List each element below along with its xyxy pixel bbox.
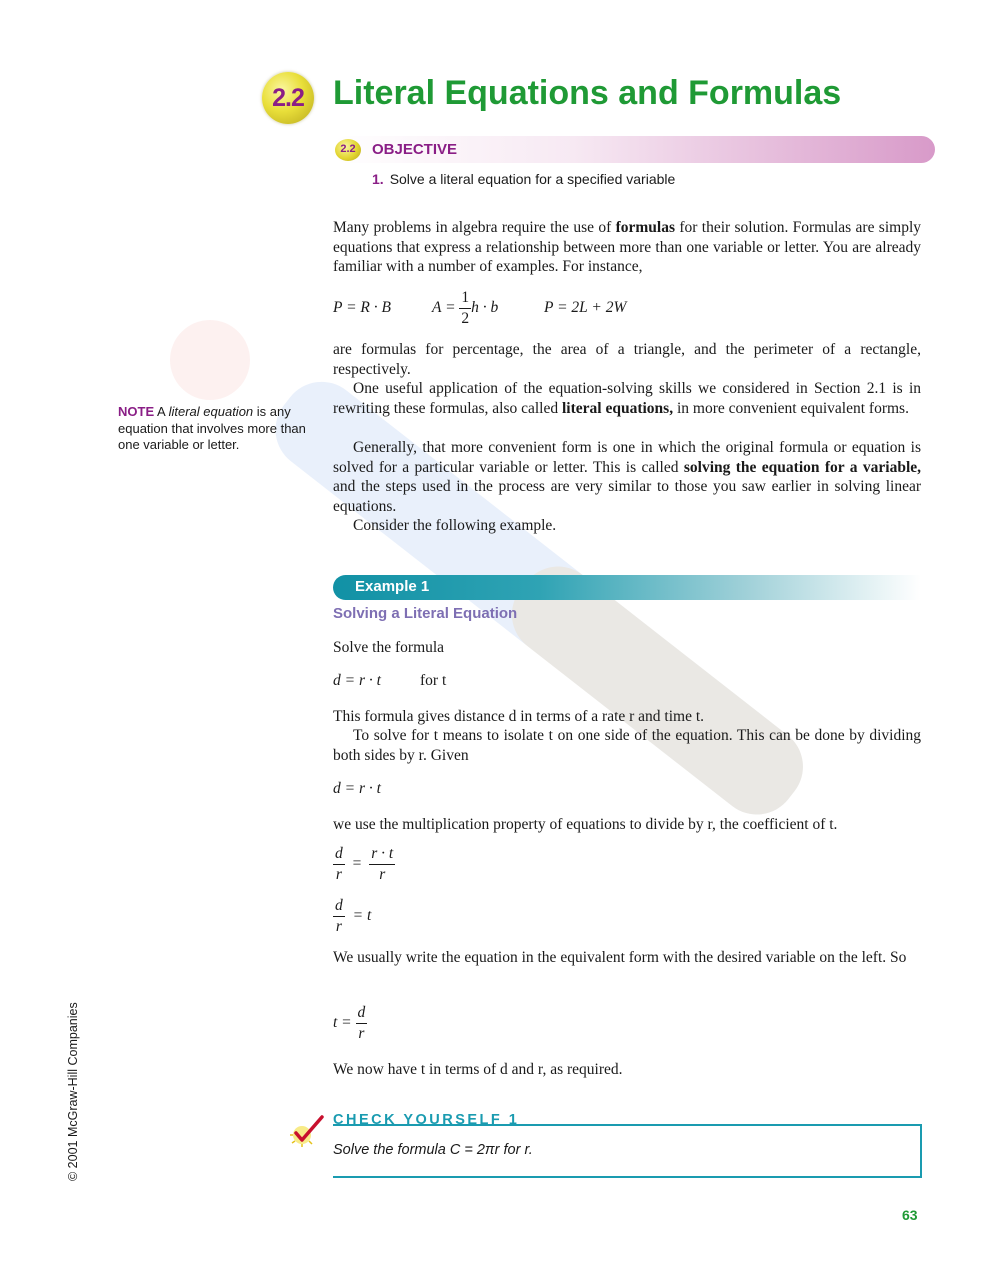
text: h · b [471,299,499,317]
denominator: r [358,1025,365,1042]
fraction-right [356,1003,368,1044]
copyright-notice: © 2001 McGraw-Hill Companies [66,1002,80,1181]
example-header-bar [333,575,921,600]
fraction-left [333,844,345,885]
objective-badge [335,139,361,161]
objective-badge-number: 2.2 [340,143,356,155]
fraction-equation-3 [333,1003,367,1044]
numerator: d [333,844,345,865]
term-formulas: formulas [615,219,676,236]
fraction-right [369,844,395,885]
intro-paragraph-2: are formulas for percentage, the area of a triangle, and the perimeter of a rectangle, respectively. [333,341,921,378]
example-paragraph-3: we use the multiplication property of equations to divide by r, the coefficient of t. [333,816,838,833]
numerator: r · t [369,844,395,865]
right-hand-side: = t [352,907,372,925]
text: in more convenient equivalent forms. [673,399,909,417]
objective-item-number: 1. [372,171,384,187]
text: A = [432,299,460,317]
section-number: 2.2 [272,84,304,112]
example-equation-1-for: for t [420,672,447,689]
example-subtitle: Solving a Literal Equation [333,605,518,622]
example-label: Example 1 [355,578,430,595]
margin-note [118,404,313,454]
text: is any equation that involves more than one variable or letter. [118,404,306,452]
example-equation-1: d = r · t [333,672,381,689]
denominator: r [335,918,342,935]
intro-paragraph-1 [333,218,921,277]
text: Generally, that more convenient form is one in which the original formula or equation is solved for a particular variable or letter. This is called [333,439,921,476]
denominator: r [335,866,342,883]
text: A [154,404,169,419]
section-badge [262,72,314,124]
fraction-equation-2 [333,896,371,937]
text: To solve for t means to isolate t on one side of the equation. This can be done by dividing both sides by r. Given [333,727,921,764]
checkmark-icon [288,1113,328,1149]
denominator: 2 [461,310,470,327]
example-paragraph-2 [333,726,921,765]
fraction-equation-1 [333,844,395,885]
text: Many problems in algebra require the use of [333,219,616,236]
check-yourself-text: Solve the formula C = 2πr for r. [333,1142,533,1158]
formula-triangle-area [432,288,498,329]
formula-perimeter: P = 2L + 2W [544,299,627,316]
term-literal-equations: literal equations, [561,399,674,417]
note-label: NOTE [118,404,155,419]
left-hand-side: t = [333,1014,352,1032]
fraction-left [333,896,345,937]
check-yourself-label: CHECK YOURSELF 1 [333,1112,520,1128]
example-paragraph-1: This formula gives distance d in terms of a rate r and time t. [333,708,705,725]
intro-paragraph-3 [333,379,921,418]
numerator: 1 [459,288,471,309]
numerator: d [333,896,345,917]
example-equation-2: d = r · t [333,780,381,797]
text: Consider the following example. [353,517,557,534]
fraction-one-half [459,288,471,329]
equals-sign: = [352,855,362,873]
text: and the steps used in the process are very similar to those you saw earlier in solving linear equations. [333,478,921,515]
intro-paragraph-4 [333,438,921,516]
example-paragraph-4: We usually write the equation in the equivalent form with the desired variable on the left. So [333,949,907,966]
denominator: r [379,866,386,883]
objective-label: OBJECTIVE [372,141,458,158]
objective-item [372,171,675,187]
note-term: literal equation [168,404,254,419]
term-solving-for-variable: solving the equation for a variable, [683,458,921,476]
example-line-1: Solve the formula [333,639,445,656]
text: for their solution. Formulas are simply equations that express a relationship between more than one variable or letter. You are already familiar with a number of examples. For instance, [333,219,921,275]
text: One useful application of the equation-solving skills we considered in Section 2.1 is in rewriting these formulas, also called [333,380,921,417]
intro-paragraph-5 [333,516,921,536]
example-paragraph-5: We now have t in terms of d and r, as required. [333,1061,623,1078]
objective-item-text: Solve a literal equation for a specified variable [389,171,676,187]
page-number: 63 [902,1207,918,1223]
section-title: Literal Equations and Formulas [333,74,842,112]
numerator: d [356,1003,368,1024]
formula-percentage: P = R · B [333,299,391,316]
